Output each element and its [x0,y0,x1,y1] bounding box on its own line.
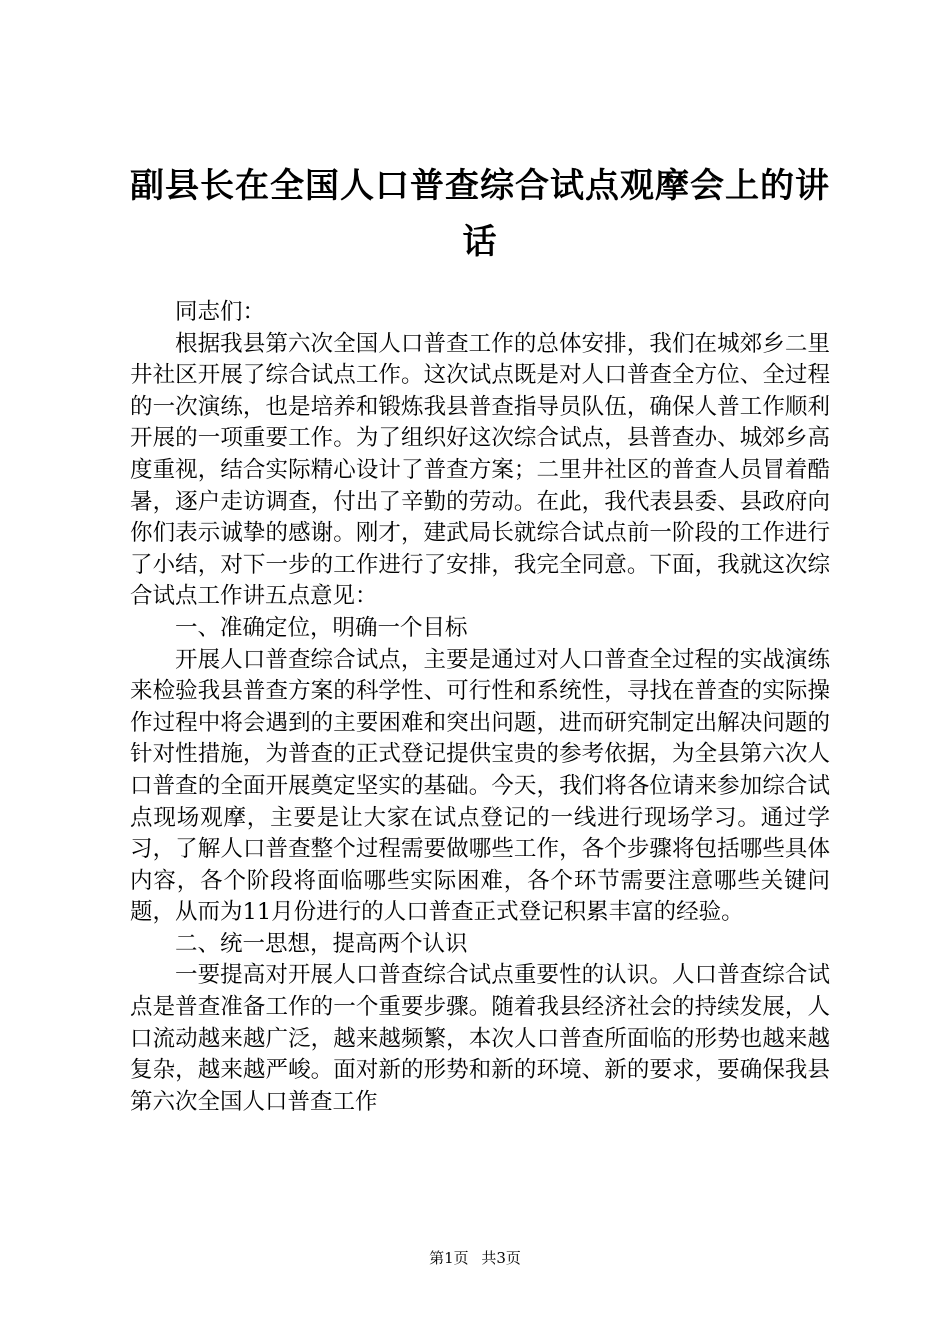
paragraph-section-1: 开展人口普查综合试点，主要是通过对人口普查全过程的实战演练来检验我县普查方案的科学性、可行性和系统性，寻找在普查的实际操作过程中将会遇到的主要困难和突出问题，进而研究制定出解决问题的针对性措施，为普查的正式登记提供宝贵的参考依据，为全县第六次人口普查的全面开展奠定坚实的基础。今天，我们将各位请来参加综合试点现场观摩，主要是让大家在试点登记的一线进行现场学习。通过学习，了解人口普查整个过程需要做哪些工作，各个步骤将包括哪些具体内容，各个阶段将面临哪些实际困难，各个环节需要注意哪些关键问题，从而为11月份进行的人口普查正式登记积累丰富的经验。 [130,646,830,926]
document-body [130,297,830,1118]
page-total: 共3页 [481,1249,521,1267]
page-number: 第1页 [429,1249,469,1267]
document-title: 副县长在全国人口普查综合试点观摩会上的讲话 [130,166,830,262]
paragraph-section-2: 一要提高对开展人口普查综合试点重要性的认识。人口普查综合试点是普查准备工作的一个重要步骤。随着我县经济社会的持续发展，人口流动越来越广泛，越来越频繁，本次人口普查所面临的形势也越来越复杂，越来越严峻。面对新的形势和新的环境、新的要求，要确保我县第六次全国人口普查工作 [130,962,830,1115]
salutation: 同志们： [175,299,266,325]
section-heading-1: 一、准确定位，明确一个目标 [175,614,468,641]
section-heading-2: 二、统一思想，提高两个认识 [175,930,468,957]
paragraph-intro: 根据我县第六次全国人口普查工作的总体安排，我们在城郊乡二里井社区开展了综合试点工作。这次试点既是对人口普查全方位、全过程的一次演练，也是培养和锻炼我县普查指导员队伍，确保人普工作顺利开展的一项重要工作。为了组织好这次综合试点，县普查办、城郊乡高度重视，结合实际精心设计了普查方案；二里井社区的普查人员冒着酷暑，逐户走访调查，付出了辛勤的劳动。在此，我代表县委、县政府向你们表示诚挚的感谢。刚才，建武局长就综合试点前一阶段的工作进行了小结，对下一步的工作进行了安排，我完全同意。下面，我就这次综合试点工作讲五点意见： [130,330,830,610]
page-footer [0,1248,950,1268]
